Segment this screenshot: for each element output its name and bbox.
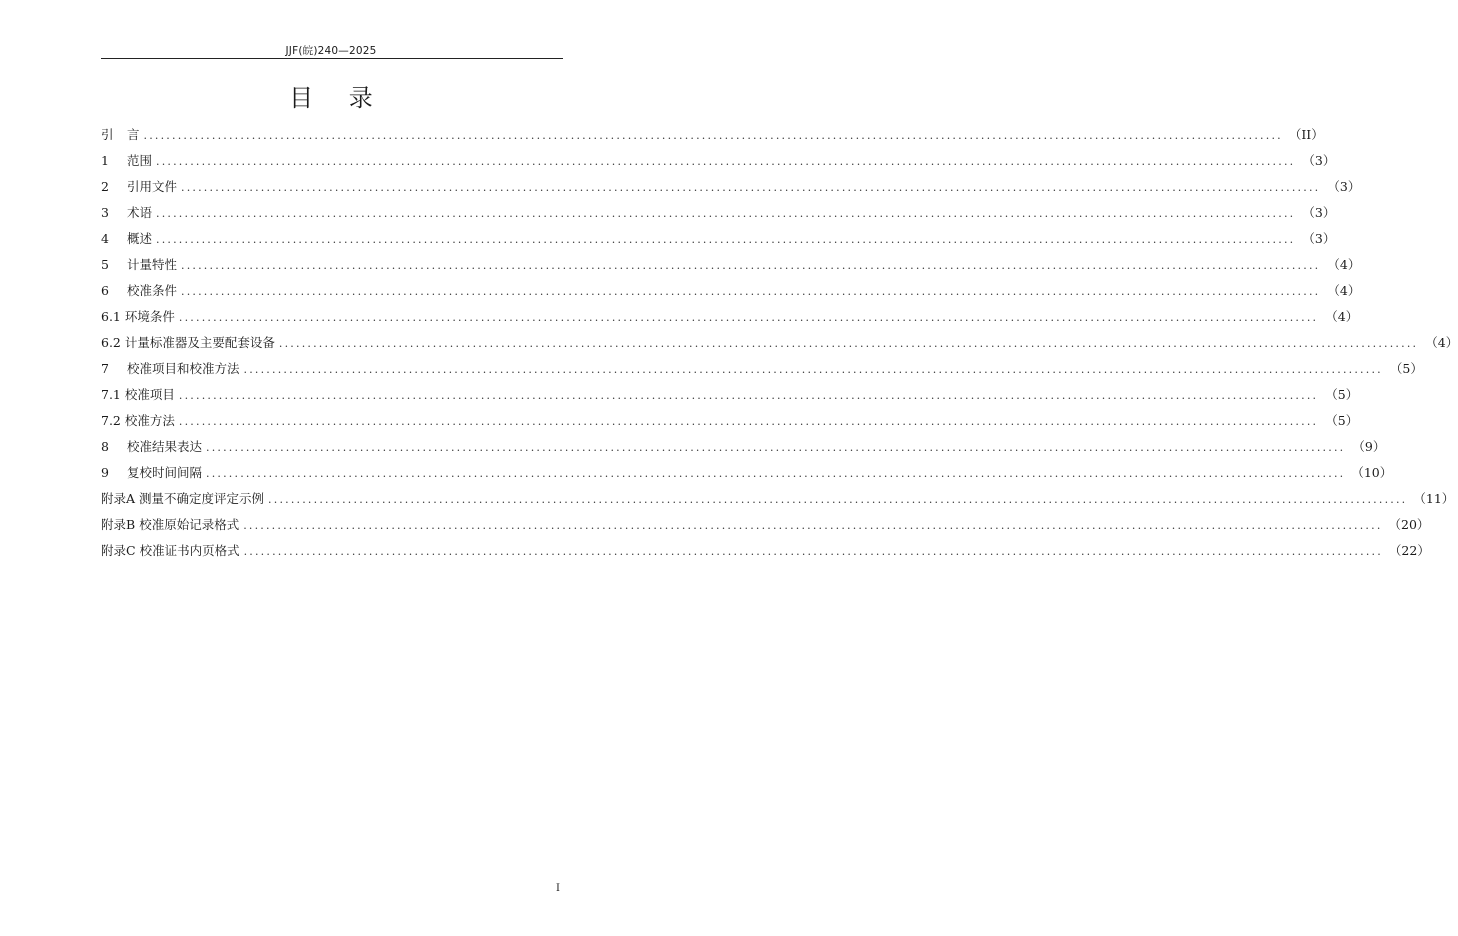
toc-entry-page: （5）: [1325, 413, 1359, 428]
toc-entry-title: 复校时间间隔: [127, 465, 203, 480]
toc-entry-number: 引: [101, 127, 114, 142]
toc-entry[interactable]: [101, 382, 1359, 408]
toc-entry-title: 环境条件: [124, 309, 175, 324]
toc-entry-page: （9）: [1352, 439, 1386, 454]
toc-entry-page: （4）: [1325, 309, 1359, 324]
toc-entry-title: 术语: [127, 205, 153, 220]
toc-entry-number: 9: [101, 465, 109, 480]
toc-entry-page: （10）: [1351, 465, 1393, 480]
toc-entry-number: 6.1: [101, 309, 121, 324]
toc-entry-page: （4）: [1327, 283, 1361, 298]
toc-entry[interactable]: [101, 434, 1386, 460]
toc-entry-title: 引用文件: [127, 179, 178, 194]
toc-entry-page: （3）: [1302, 153, 1336, 168]
toc-entry-number: 附录C: [101, 543, 136, 558]
toc-leader-dots: ........................................................................................................................................................................................................: [181, 181, 1321, 194]
toc-entry[interactable]: [101, 408, 1359, 434]
toc-entry-number: 附录B: [101, 517, 136, 532]
toc-entry-page: （5）: [1389, 361, 1423, 376]
toc-entry-page: （5）: [1325, 387, 1359, 402]
toc-entry-number: 3: [101, 205, 109, 220]
toc-leader-dots: ........................................................................................................................................................................................................: [181, 259, 1321, 272]
toc-entry[interactable]: [101, 278, 1361, 304]
toc-entry-page: （4）: [1425, 335, 1458, 350]
toc-entry[interactable]: [101, 122, 1324, 148]
toc-leader-dots: ........................................................................................................................................................................................................: [206, 441, 1346, 454]
toc-entry-number: 7: [101, 361, 109, 376]
toc-entry[interactable]: [101, 148, 1336, 174]
toc-entry[interactable]: [101, 174, 1361, 200]
toc-entry-number: 附录A: [101, 491, 136, 506]
toc-leader-dots: ........................................................................................................................................................................................................: [156, 155, 1296, 168]
toc-entry-title: 计量标准器及主要配套设备: [124, 335, 275, 350]
toc-entry[interactable]: [101, 330, 1458, 356]
toc-leader-dots: ........................................................................................................................................................................................................: [156, 207, 1296, 220]
toc-leader-dots: ........................................................................................................................................................................................................: [156, 233, 1296, 246]
toc-entry[interactable]: [101, 226, 1336, 252]
toc-leader-dots: ........................................................................................................................................................................................................: [181, 285, 1321, 298]
toc-entry[interactable]: [101, 252, 1361, 278]
toc-entry-title: 范围: [127, 153, 153, 168]
toc-leader-dots: ........................................................................................................................................................................................................: [178, 389, 1319, 402]
toc-entry-title: 校准项目和校准方法: [127, 361, 240, 376]
toc-leader-dots: ........................................................................................................................................................................................................: [178, 311, 1319, 324]
toc-entry-page: （22）: [1388, 543, 1430, 558]
toc-entry[interactable]: [101, 304, 1359, 330]
toc-leader-dots: ........................................................................................................................................................................................................: [268, 493, 1408, 506]
table-of-contents: [101, 122, 1458, 564]
toc-entry-page: （11）: [1413, 491, 1455, 506]
toc-leader-dots: ........................................................................................................................................................................................................: [243, 519, 1383, 532]
toc-entry-number: 6.2: [101, 335, 121, 350]
header-code: JJF(皖)240—2025: [285, 45, 377, 57]
toc-entry[interactable]: [101, 486, 1455, 512]
toc-entry-title: 校准原始记录格式: [139, 517, 240, 532]
toc-entry-title: 概述: [127, 231, 153, 246]
toc-entry-number: 8: [101, 439, 109, 454]
toc-entry-page: （II）: [1288, 127, 1324, 142]
toc-entry-title: 校准结果表达: [127, 439, 203, 454]
toc-leader-dots: ........................................................................................................................................................................................................: [243, 545, 1383, 558]
toc-entry-number: 5: [101, 257, 109, 272]
toc-entry-page: （20）: [1388, 517, 1430, 532]
toc-entry[interactable]: [101, 356, 1423, 382]
toc-leader-dots: ........................................................................................................................................................................................................: [143, 129, 1283, 142]
toc-entry-page: （3）: [1302, 231, 1336, 246]
toc-entry[interactable]: [101, 200, 1336, 226]
toc-entry-title: 校准条件: [127, 283, 178, 298]
toc-leader-dots: ........................................................................................................................................................................................................: [178, 415, 1319, 428]
toc-entry-number: 7.1: [101, 387, 121, 402]
toc-entry-title: 计量特性: [127, 257, 178, 272]
page-title: 目 录: [289, 84, 387, 112]
header-rule: [101, 58, 563, 59]
toc-leader-dots: ........................................................................................................................................................................................................: [206, 467, 1346, 480]
toc-leader-dots: ........................................................................................................................................................................................................: [278, 337, 1419, 350]
toc-entry-number: 6: [101, 283, 109, 298]
toc-entry-title: 校准方法: [124, 413, 175, 428]
toc-entry-page: （4）: [1327, 257, 1361, 272]
toc-entry[interactable]: [101, 538, 1430, 564]
toc-leader-dots: ........................................................................................................................................................................................................: [243, 363, 1383, 376]
toc-entry-title: 校准证书内页格式: [139, 543, 240, 558]
toc-entry-number: 2: [101, 179, 109, 194]
toc-entry-title: 校准项目: [124, 387, 175, 402]
page-number: I: [556, 883, 560, 894]
toc-entry-number: 4: [101, 231, 109, 246]
toc-entry-title: 言: [127, 127, 140, 142]
toc-entry-title: 测量不确定度评定示例: [139, 491, 265, 506]
toc-entry-number: 7.2: [101, 413, 121, 428]
toc-entry-page: （3）: [1327, 179, 1361, 194]
toc-entry[interactable]: [101, 512, 1430, 538]
toc-entry-number: 1: [101, 153, 109, 168]
toc-entry-page: （3）: [1302, 205, 1336, 220]
toc-entry[interactable]: [101, 460, 1393, 486]
